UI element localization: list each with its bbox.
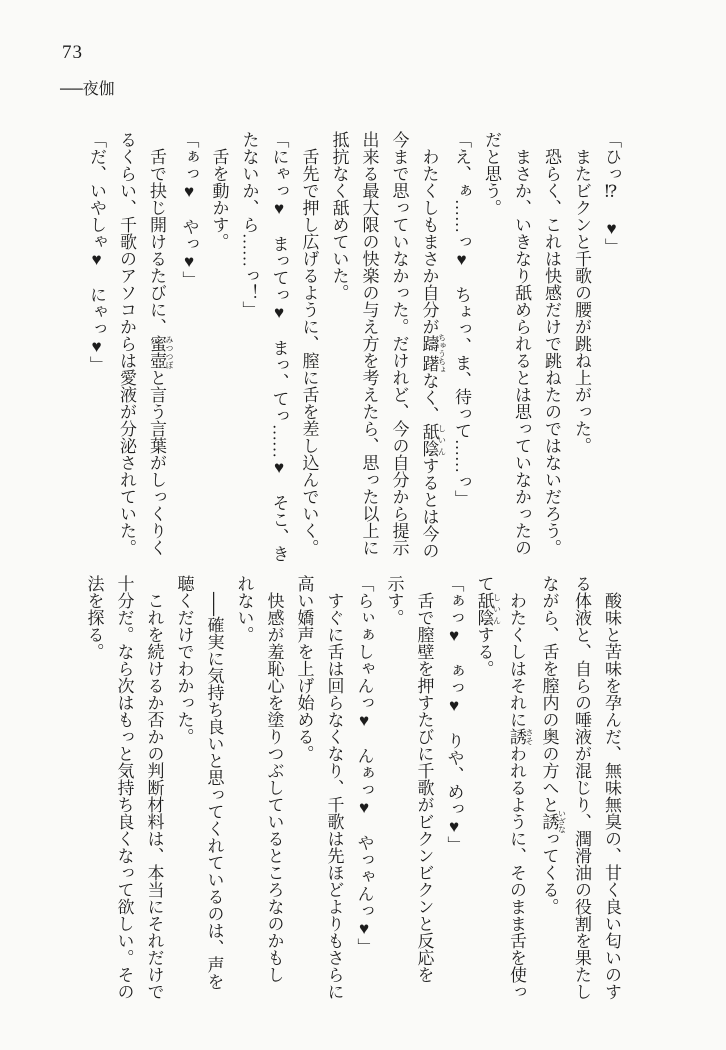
- text-column: る体液と、自らの唾液が混じり、潤滑油の役割を果たし: [572, 575, 591, 1000]
- text-column: 舌先で押し広げるように、膣に舌を差し込んでいく。: [299, 131, 319, 556]
- text-column: まさか、いきなり舐められるとは思っていなかったの: [512, 131, 531, 556]
- text-column: 舌で膣壁を押すたびに千歌がビクンビクンと反応を: [414, 575, 434, 983]
- text-column: 「にゃっ♥ まってっ♥ まっ、てっ……♥ そこ、き: [269, 131, 289, 562]
- text-block-top: [81, 131, 626, 563]
- text-column: 「ひっ⁉ ♥」: [602, 131, 621, 255]
- text-column: 舌を動かす。: [209, 131, 229, 250]
- text-column: れない。: [234, 575, 254, 643]
- text-column: て舐陰 しいんする。: [474, 575, 502, 677]
- text-column: 「らぃぁしゃんっ♥ んぁっ♥ やっゃんっ♥」: [354, 575, 374, 955]
- text-column: 恐らく、これは快感だけで跳ねたのではないだろう。: [542, 131, 561, 556]
- text-column: またビクンと千歌の腰が跳ね上がった。: [572, 131, 591, 454]
- ruby-annotated-word: 躊躇 ちゅうちょ: [419, 333, 447, 374]
- text-column: 出来る最大限の快楽の与え方を考えたら、思った以上に: [359, 131, 379, 556]
- ruby-annotated-word: 誘 さそ: [507, 728, 534, 745]
- text-column: 示す。: [384, 575, 404, 626]
- text-column: 法を探る。: [84, 575, 104, 660]
- text-column: 「ぁっ♥ ぁっ♥ りや、めっ♥」: [444, 575, 464, 853]
- text-column: 抵抗なく舐めていた。: [329, 131, 349, 301]
- text-column: 高い嬌声を上げ始める。: [294, 575, 314, 762]
- running-header: ──夜伽: [60, 81, 115, 98]
- text-column: 「ぁっ♥ やっ♥」: [179, 131, 199, 288]
- text-block-bottom: [79, 575, 627, 1007]
- text-column: 酸味と苦味を孕んだ、無味無臭の、甘く良い匂いのす: [602, 575, 621, 1000]
- text-column: 十分だ。なら次はもっと気持ち良くなって欲しい。その: [114, 575, 134, 1000]
- text-column: 快感が羞恥心を塗りつぶしているところなのかもし: [264, 575, 284, 983]
- text-column: わたくしはそれに誘 さそわれるように、そのまま舌を使っ: [507, 575, 534, 1000]
- text-column: たないか、ら……っ！」: [239, 131, 259, 318]
- text-column: 「え、ぁ……っ♥ ちょっ、ま、待って……っ」: [452, 131, 471, 507]
- text-column: これを続けるか否かの判断材料は、本当にそれだけで: [144, 575, 164, 1000]
- text-column: すぐに舌は回らなくなり、千歌は先ほどよりもさらに: [324, 575, 344, 1000]
- text-column: 今まで思っていなかった。だけれど、今の自分から提示: [389, 131, 409, 556]
- text-column: わたくしもまさか自分が躊躇 ちゅうちょなく、舐陰 しいんするとは今の: [419, 131, 447, 559]
- page-number: 73: [62, 42, 83, 63]
- ruby-annotated-word: 舐陰 しいん: [419, 423, 447, 457]
- text-column: ──確実に気持ち良いと思ってくれているのは、声を: [204, 575, 224, 991]
- text-column: 舌で抉じ開けるたびに、蜜壺 みつつぼと言う言葉がしっくりく: [147, 131, 174, 556]
- text-column: だと思う。: [482, 131, 501, 216]
- text-column: 聴くだけでわかった。: [174, 575, 194, 745]
- ruby-annotated-word: 誘 いざな: [539, 809, 567, 834]
- ruby-annotated-word: 舐陰 しいん: [474, 592, 502, 626]
- text-column: るくらい、千歌のアソコからは愛液が分泌されていた。: [117, 131, 136, 556]
- text-column: ながら、舌を膣内の奥の方へと誘 いざなってくる。: [539, 575, 567, 915]
- text-column: 「だ、いやしゃ♥ にゃっ♥」: [87, 131, 106, 373]
- ruby-annotated-word: 蜜壺 みつつぼ: [147, 335, 174, 369]
